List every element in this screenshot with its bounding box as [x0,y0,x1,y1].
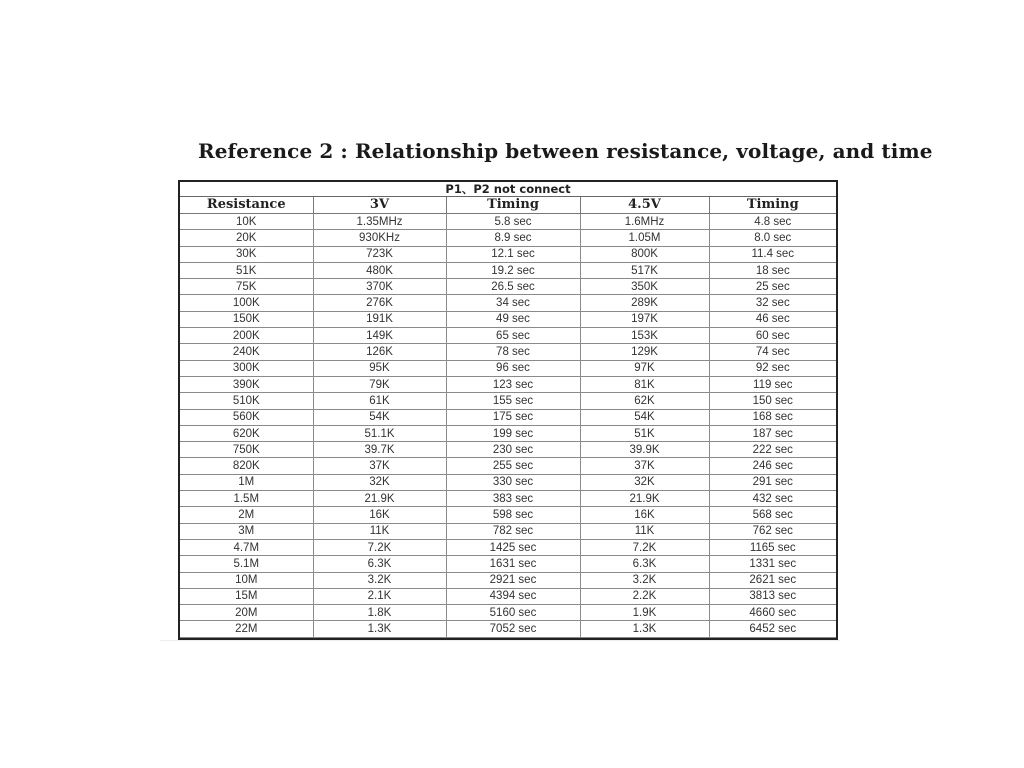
timing-4-5v-cell: 3813 sec [709,588,836,604]
column-header-resistance: Resistance [180,197,313,214]
resistance-cell: 1M [180,474,313,490]
resistance-cell: 4.7M [180,539,313,555]
freq-3v-cell: 6.3K [313,556,446,572]
table-row [180,605,836,621]
resistance-cell: 22M [180,621,313,637]
freq-3v-cell: 930KHz [313,230,446,246]
resistance-cell: 30K [180,246,313,262]
timing-4-5v-cell: 4.8 sec [709,214,836,230]
resistance-cell: 300K [180,360,313,376]
resistance-cell: 3M [180,523,313,539]
timing-3v-cell: 598 sec [446,507,580,523]
resistance-cell: 560K [180,409,313,425]
timing-3v-cell: 199 sec [446,425,580,441]
column-header-timing-3v: Timing [446,197,580,214]
table-row [180,214,836,230]
freq-3v-cell: 1.3K [313,621,446,637]
timing-3v-cell: 255 sec [446,458,580,474]
resistance-cell: 10M [180,572,313,588]
resistance-cell: 75K [180,279,313,295]
resistance-cell: 1.5M [180,491,313,507]
resistance-cell: 51K [180,262,313,278]
table-row [180,295,836,311]
table-row [180,328,836,344]
column-header-row [180,197,836,214]
timing-3v-cell: 8.9 sec [446,230,580,246]
timing-3v-cell: 2921 sec [446,572,580,588]
timing-3v-cell: 96 sec [446,360,580,376]
timing-3v-cell: 49 sec [446,311,580,327]
timing-4-5v-cell: 762 sec [709,523,836,539]
freq-3v-cell: 54K [313,409,446,425]
table-row [180,409,836,425]
table-row [180,588,836,604]
timing-4-5v-cell: 2621 sec [709,572,836,588]
table-row [180,279,836,295]
timing-4-5v-cell: 291 sec [709,474,836,490]
table-row [180,507,836,523]
table-row [180,621,836,637]
timing-3v-cell: 12.1 sec [446,246,580,262]
timing-4-5v-cell: 119 sec [709,376,836,392]
timing-3v-cell: 155 sec [446,393,580,409]
timing-3v-cell: 4394 sec [446,588,580,604]
freq-4-5v-cell: 1.9K [580,605,709,621]
freq-4-5v-cell: 51K [580,425,709,441]
freq-3v-cell: 2.1K [313,588,446,604]
freq-4-5v-cell: 350K [580,279,709,295]
table-row [180,474,836,490]
resistance-cell: 620K [180,425,313,441]
resistance-cell: 5.1M [180,556,313,572]
freq-3v-cell: 16K [313,507,446,523]
column-header-4-5v: 4.5V [580,197,709,214]
timing-4-5v-cell: 25 sec [709,279,836,295]
freq-4-5v-cell: 7.2K [580,539,709,555]
freq-3v-cell: 95K [313,360,446,376]
timing-3v-cell: 19.2 sec [446,262,580,278]
freq-4-5v-cell: 197K [580,311,709,327]
reference-table [180,182,836,638]
freq-3v-cell: 149K [313,328,446,344]
table-row [180,262,836,278]
timing-3v-cell: 383 sec [446,491,580,507]
table-row [180,425,836,441]
freq-3v-cell: 39.7K [313,442,446,458]
page-footer-rule [160,640,840,651]
resistance-cell: 240K [180,344,313,360]
table-row [180,523,836,539]
freq-4-5v-cell: 129K [580,344,709,360]
resistance-cell: 390K [180,376,313,392]
table-row [180,344,836,360]
freq-3v-cell: 32K [313,474,446,490]
timing-3v-cell: 78 sec [446,344,580,360]
timing-3v-cell: 230 sec [446,442,580,458]
freq-3v-cell: 51.1K [313,425,446,441]
timing-3v-cell: 175 sec [446,409,580,425]
timing-3v-cell: 782 sec [446,523,580,539]
resistance-cell: 100K [180,295,313,311]
freq-4-5v-cell: 37K [580,458,709,474]
table-row [180,572,836,588]
timing-3v-cell: 7052 sec [446,621,580,637]
group-header: P1、P2 not connect [180,182,836,197]
document-title: Reference 2 : Relationship between resistance, voltage, and time [198,139,933,163]
timing-4-5v-cell: 568 sec [709,507,836,523]
timing-4-5v-cell: 1165 sec [709,539,836,555]
timing-4-5v-cell: 11.4 sec [709,246,836,262]
freq-4-5v-cell: 16K [580,507,709,523]
group-header-row [180,182,836,197]
timing-4-5v-cell: 6452 sec [709,621,836,637]
freq-3v-cell: 21.9K [313,491,446,507]
freq-3v-cell: 1.35MHz [313,214,446,230]
table-row [180,442,836,458]
timing-3v-cell: 5160 sec [446,605,580,621]
resistance-cell: 820K [180,458,313,474]
table-row [180,539,836,555]
timing-3v-cell: 34 sec [446,295,580,311]
timing-3v-cell: 5.8 sec [446,214,580,230]
freq-4-5v-cell: 62K [580,393,709,409]
resistance-cell: 20K [180,230,313,246]
freq-3v-cell: 3.2K [313,572,446,588]
table-row [180,458,836,474]
freq-4-5v-cell: 11K [580,523,709,539]
timing-4-5v-cell: 18 sec [709,262,836,278]
freq-3v-cell: 37K [313,458,446,474]
table-row [180,246,836,262]
timing-4-5v-cell: 168 sec [709,409,836,425]
timing-4-5v-cell: 92 sec [709,360,836,376]
timing-3v-cell: 330 sec [446,474,580,490]
freq-3v-cell: 480K [313,262,446,278]
freq-4-5v-cell: 54K [580,409,709,425]
timing-4-5v-cell: 432 sec [709,491,836,507]
freq-4-5v-cell: 21.9K [580,491,709,507]
timing-4-5v-cell: 150 sec [709,393,836,409]
freq-4-5v-cell: 3.2K [580,572,709,588]
freq-4-5v-cell: 81K [580,376,709,392]
freq-3v-cell: 7.2K [313,539,446,555]
freq-4-5v-cell: 1.3K [580,621,709,637]
timing-4-5v-cell: 187 sec [709,425,836,441]
freq-4-5v-cell: 2.2K [580,588,709,604]
timing-4-5v-cell: 222 sec [709,442,836,458]
resistance-cell: 20M [180,605,313,621]
table-row [180,491,836,507]
column-header-3v: 3V [313,197,446,214]
freq-3v-cell: 191K [313,311,446,327]
resistance-cell: 2M [180,507,313,523]
resistance-cell: 15M [180,588,313,604]
freq-3v-cell: 126K [313,344,446,360]
table-row [180,393,836,409]
freq-4-5v-cell: 517K [580,262,709,278]
freq-4-5v-cell: 6.3K [580,556,709,572]
freq-3v-cell: 11K [313,523,446,539]
timing-4-5v-cell: 32 sec [709,295,836,311]
timing-3v-cell: 65 sec [446,328,580,344]
freq-4-5v-cell: 289K [580,295,709,311]
freq-4-5v-cell: 800K [580,246,709,262]
table-row [180,556,836,572]
freq-4-5v-cell: 1.6MHz [580,214,709,230]
freq-3v-cell: 79K [313,376,446,392]
freq-3v-cell: 370K [313,279,446,295]
timing-4-5v-cell: 8.0 sec [709,230,836,246]
resistance-cell: 200K [180,328,313,344]
resistance-cell: 750K [180,442,313,458]
timing-4-5v-cell: 60 sec [709,328,836,344]
table-row [180,376,836,392]
table-row [180,230,836,246]
timing-4-5v-cell: 46 sec [709,311,836,327]
timing-3v-cell: 26.5 sec [446,279,580,295]
reference-table-frame [178,180,838,640]
timing-4-5v-cell: 246 sec [709,458,836,474]
freq-4-5v-cell: 1.05M [580,230,709,246]
timing-3v-cell: 1631 sec [446,556,580,572]
resistance-cell: 10K [180,214,313,230]
freq-4-5v-cell: 39.9K [580,442,709,458]
freq-3v-cell: 1.8K [313,605,446,621]
table-body [180,214,836,638]
column-header-timing-4-5v: Timing [709,197,836,214]
freq-3v-cell: 723K [313,246,446,262]
resistance-cell: 150K [180,311,313,327]
resistance-cell: 510K [180,393,313,409]
freq-4-5v-cell: 153K [580,328,709,344]
timing-4-5v-cell: 74 sec [709,344,836,360]
freq-3v-cell: 61K [313,393,446,409]
timing-4-5v-cell: 1331 sec [709,556,836,572]
timing-3v-cell: 123 sec [446,376,580,392]
timing-3v-cell: 1425 sec [446,539,580,555]
table-row [180,311,836,327]
table-row [180,360,836,376]
freq-4-5v-cell: 32K [580,474,709,490]
freq-3v-cell: 276K [313,295,446,311]
timing-4-5v-cell: 4660 sec [709,605,836,621]
freq-4-5v-cell: 97K [580,360,709,376]
